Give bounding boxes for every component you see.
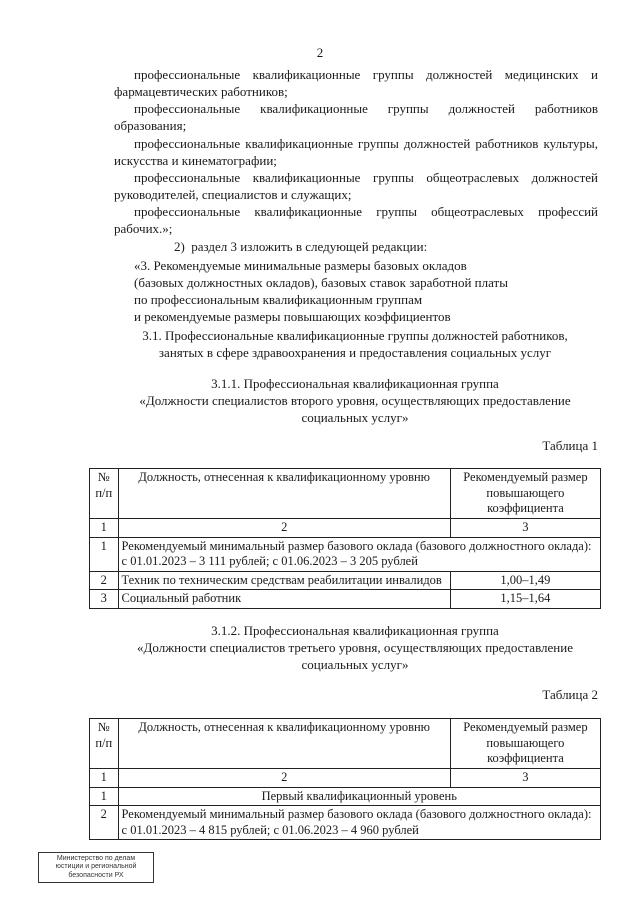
level-text: Первый квалификационный уровень — [118, 787, 600, 806]
stamp-line: юстиции и региональной — [55, 863, 137, 871]
item-2-number: 2) — [174, 238, 185, 254]
row-num: 2 — [90, 806, 119, 840]
header-coefficient: Рекомендуемый размер повышающего коэффициента — [450, 469, 600, 519]
table-header-row — [90, 719, 601, 769]
index-cell: 1 — [90, 518, 119, 537]
section-3-1-line: занятых в сфере здравоохранения и предоставления социальных услуг — [158, 345, 552, 361]
header-coefficient: Рекомендуемый размер повышающего коэффициента — [450, 719, 600, 769]
index-cell: 3 — [450, 768, 600, 787]
registration-stamp — [38, 852, 154, 883]
row-position: Техник по техническим средствам реабилитации инвалидов — [118, 571, 450, 590]
table-row — [90, 571, 601, 590]
header-num: № п/п — [90, 719, 119, 769]
table-row — [90, 806, 601, 840]
row-num: 1 — [90, 537, 119, 571]
index-cell: 1 — [90, 768, 119, 787]
intro-paragraph: профессиональные квалификационные группы общеотраслевых профессий рабочих.»; — [114, 204, 598, 237]
page-number: 2 — [316, 45, 324, 60]
section-3-1-heading — [110, 327, 600, 361]
section-3-heading — [114, 257, 598, 326]
section-3-1-line: 3.1. Профессиональные квалификационные группы должностей работников, — [142, 328, 568, 343]
stamp-line: Министерство по делам — [56, 855, 136, 862]
section-3-heading-line: и рекомендуемые размеры повышающих коэффициентов — [134, 309, 451, 325]
subsection-3-1-1-line: 3.1.1. Профессиональная квалификационная группа — [211, 376, 499, 391]
section-3-heading-line: «3. Рекомендуемые минимальные размеры базовых окладов — [134, 257, 467, 273]
subsection-3-1-2-line: 3.1.2. Профессиональная квалификационная группа — [211, 623, 499, 638]
header-position: Должность, отнесенная к квалификационному уровню — [118, 719, 450, 769]
section-3-heading-line: (базовых должностных окладов), базовых ставок заработной платы — [134, 274, 508, 290]
item-2-text: раздел 3 изложить в следующей редакции: — [191, 238, 428, 254]
section-3-heading-line: по профессиональным квалификационным группам — [134, 292, 423, 308]
table-row — [90, 537, 601, 571]
salary-text: Рекомендуемый минимальный размер базового оклада (базового должностного оклада): с 01.01.2023 – 3 111 рублей; с 01.06.2023 – 3 205 рублей — [118, 537, 600, 571]
intro-paragraph: профессиональные квалификационные группы должностей работников образования; — [114, 101, 598, 134]
salary-text: Рекомендуемый минимальный размер базового оклада (базового должностного оклада): с 01.01.2023 – 4 815 рублей; с 01.06.2023 – 4 960 рублей — [118, 806, 600, 840]
row-coefficient: 1,15–1,64 — [450, 590, 600, 609]
index-cell: 2 — [118, 518, 450, 537]
subsection-3-1-2-heading — [110, 622, 600, 673]
intro-paragraph: профессиональные квалификационные группы должностей медицинских и фармацевтических работников; — [114, 67, 598, 100]
table-1 — [89, 468, 601, 609]
subsection-3-1-2-line: «Должности специалистов третьего уровня, осуществляющих предоставление — [137, 640, 573, 656]
row-num: 2 — [90, 571, 119, 590]
table-index-row — [90, 768, 601, 787]
subsection-3-1-1-line: «Должности специалистов второго уровня, осуществляющих предоставление — [139, 393, 571, 409]
row-position: Социальный работник — [118, 590, 450, 609]
item-2 — [114, 238, 598, 255]
table-row — [90, 787, 601, 806]
table-1-label: Таблица 1 — [542, 438, 598, 453]
header-position: Должность, отнесенная к квалификационному уровню — [118, 469, 450, 519]
table-header-row — [90, 469, 601, 519]
stamp-line: безопасности РХ — [68, 871, 124, 879]
index-cell: 3 — [450, 518, 600, 537]
intro-text — [114, 66, 598, 325]
row-coefficient: 1,00–1,49 — [450, 571, 600, 590]
table-2 — [89, 718, 601, 840]
table-index-row — [90, 518, 601, 537]
intro-paragraph: профессиональные квалификационные группы общеотраслевых должностей руководителей, специалистов и служащих; — [114, 169, 598, 203]
header-num: № п/п — [90, 469, 119, 519]
subsection-3-1-1-heading — [110, 375, 600, 426]
table-row — [90, 590, 601, 609]
index-cell: 2 — [118, 768, 450, 787]
subsection-3-1-1-line: социальных услуг» — [301, 410, 409, 426]
table-2-label: Таблица 2 — [542, 687, 598, 702]
row-num: 3 — [90, 590, 119, 609]
intro-paragraph: профессиональные квалификационные группы должностей работников культуры, искусства и кинематографии; — [114, 135, 598, 168]
row-num: 1 — [90, 787, 119, 806]
subsection-3-1-2-line: социальных услуг» — [301, 657, 409, 673]
